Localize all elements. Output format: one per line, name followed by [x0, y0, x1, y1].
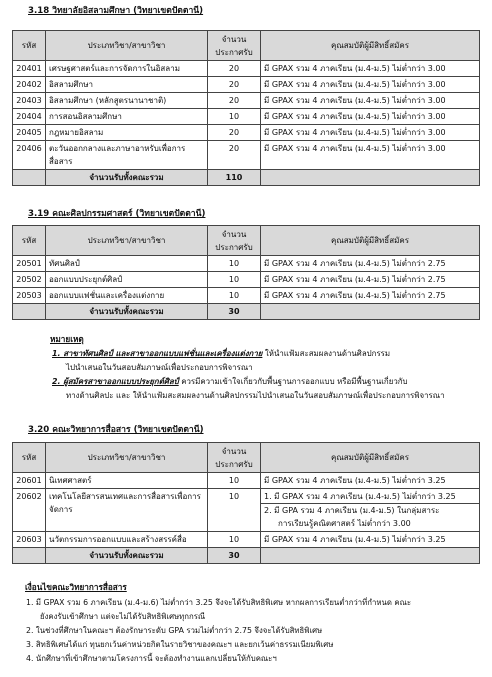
- total-row: [13, 304, 480, 320]
- condition-2: 2. ในช่วงที่ศึกษาในคณะฯ ต้องรักษาระดับ GPA รวมไม่ต่ำกว่า 2.75 จึงจะได้รับสิทธิพิเศษ: [26, 626, 323, 635]
- note-2-emphasis: 2. ผู้สมัครสาขาออกแบบประยุกต์ศิลป์: [52, 377, 179, 386]
- section-title-3-20: 3.20 คณะวิทยาการสื่อสาร (วิทยาเขตปัตตานี): [28, 425, 204, 435]
- header-program: ประเภทวิชา/สาขาวิชา: [46, 443, 208, 473]
- header-code: รหัส: [13, 31, 46, 61]
- note-1-line2: ไปนำเสนอในวันสอบสัมภาษณ์เพื่อประกอบการพิจารณา: [66, 363, 253, 372]
- table-3-20: [12, 442, 480, 564]
- table-row: 20603 นวัตกรรมการออกแบบและสร้างสรรค์สื่อ 10 มี GPAX รวม 4 ภาคเรียน (ม.4-ม.5) ไม่ต่ำกว่า 3.25: [13, 532, 480, 548]
- total-label: จำนวนรับทั้งคณะรวม: [46, 304, 208, 320]
- qualification-item: 2. มี GPA รวม 4 ภาคเรียน (ม.4-ม.5) ในกลุ่มสาระ: [264, 506, 440, 515]
- condition-3: 3. สิทธิพิเศษได้แก่ ทุนยกเว้นค่าหน่วยกิตในรายวิชาของคณะฯ และยกเว้นค่าธรรมเนียมพิเศษ: [26, 640, 334, 649]
- total-label: จำนวนรับทั้งคณะรวม: [46, 548, 208, 564]
- conditions-list: [26, 596, 482, 666]
- header-qualification: คุณสมบัติผู้มีสิทธิ์สมัคร: [261, 226, 480, 256]
- total-label: จำนวนรับทั้งคณะรวม: [46, 170, 208, 186]
- table-row: 20403 อิสลามศึกษา (หลักสูตรนานาชาติ) 20 มี GPAX รวม 4 ภาคเรียน (ม.4-ม.5) ไม่ต่ำกว่า 3.00: [13, 93, 480, 109]
- conditions-title: เงื่อนไขคณะวิทยาการสื่อสาร: [25, 582, 127, 592]
- table-row: 20402 อิสลามศึกษา 20 มี GPAX รวม 4 ภาคเรียน (ม.4-ม.5) ไม่ต่ำกว่า 3.00: [13, 77, 480, 93]
- table-3-19: [12, 225, 480, 320]
- note-2-line2: ทางด้านศิลปะ และ ให้นำแฟ้มสะสมผลงานด้านศิลปกรรมไปนำเสนอในวันสอบสัมภาษณ์เพื่อประกอบการพิจารณา: [66, 391, 445, 400]
- total-value: 110: [208, 170, 261, 186]
- header-code: รหัส: [13, 443, 46, 473]
- condition-1-cont: ยังคงรับเข้าศึกษา แต่จะไม่ได้รับสิทธิพิเศษทุกกรณี: [40, 612, 206, 621]
- total-value: 30: [208, 548, 261, 564]
- qualification-item-cont: การเรียนรู้คณิตศาสตร์ ไม่ต่ำกว่า 3.00: [278, 519, 411, 528]
- header-quota: จำนวนประกาศรับ: [208, 226, 261, 256]
- table-row: 20503 ออกแบบแฟชั่นและเครื่องแต่งกาย 10 มี GPAX รวม 4 ภาคเรียน (ม.4-ม.5) ไม่ต่ำกว่า 2.75: [13, 288, 480, 304]
- header-code: รหัส: [13, 226, 46, 256]
- table-row: 20405 กฎหมายอิสลาม 20 มี GPAX รวม 4 ภาคเรียน (ม.4-ม.5) ไม่ต่ำกว่า 3.00: [13, 125, 480, 141]
- note-title: หมายเหตุ: [50, 334, 84, 344]
- section-title-3-19: 3.19 คณะศิลปกรรมศาสตร์ (วิทยาเขตปัตตานี): [28, 209, 206, 219]
- total-row: [13, 548, 480, 564]
- table-3-18: [12, 30, 480, 186]
- note-list: [52, 347, 482, 403]
- total-value: 30: [208, 304, 261, 320]
- qualification-item: 1. มี GPAX รวม 4 ภาคเรียน (ม.4-ม.5) ไม่ต่ำกว่า 3.25: [261, 490, 479, 504]
- note-1-emphasis: 1. สาขาทัศนศิลป์ และสาขาออกแบบแฟชั่นและเครื่องแต่งกาย: [52, 349, 263, 358]
- condition-1: 1. มี GPAX รวม 6 ภาคเรียน (ม.4-ม.6) ไม่ต่ำกว่า 3.25 จึงจะได้รับสิทธิพิเศษ หากผลการเรียนต่ำกว่าที่กำหนด คณะ: [26, 598, 412, 607]
- header-program: ประเภทวิชา/สาขาวิชา: [46, 226, 208, 256]
- table-row: 20602 เทคโนโลยีสารสนเทศและการสื่อสารเพื่อการจัดการ 10 1. มี GPAX รวม 4 ภาคเรียน (ม.4-ม.5) ไม่ต่ำกว่า 3.25 2. มี GPA รวม 4 ภาคเรียน (ม.4-ม.5) ในกลุ่มสาระ การเรียนรู้คณิตศาสตร์ ไม่ต่ำกว่า 3.00: [13, 489, 480, 532]
- table-row: 20501 ทัศนศิลป์ 10 มี GPAX รวม 4 ภาคเรียน (ม.4-ม.5) ไม่ต่ำกว่า 2.75: [13, 256, 480, 272]
- header-quota: จำนวนประกาศรับ: [208, 31, 261, 61]
- section-title-3-18: 3.18 วิทยาลัยอิสลามศึกษา (วิทยาเขตปัตตานี): [28, 6, 204, 16]
- header-qualification: คุณสมบัติผู้มีสิทธิ์สมัคร: [261, 443, 480, 473]
- table-row: 20404 การสอนอิสลามศึกษา 10 มี GPAX รวม 4 ภาคเรียน (ม.4-ม.5) ไม่ต่ำกว่า 3.00: [13, 109, 480, 125]
- note-1-text: ให้นำแฟ้มสะสมผลงานด้านศิลปกรรม: [262, 349, 391, 358]
- table-row: 20401 เศรษฐศาสตร์และการจัดการในอิสลาม 20 มี GPAX รวม 4 ภาคเรียน (ม.4-ม.5) ไม่ต่ำกว่า 3.00: [13, 61, 480, 77]
- table-row: 20601 นิเทศศาสตร์ 10 มี GPAX รวม 4 ภาคเรียน (ม.4-ม.5) ไม่ต่ำกว่า 3.25: [13, 473, 480, 489]
- header-program: ประเภทวิชา/สาขาวิชา: [46, 31, 208, 61]
- condition-4: 4. นักศึกษาที่เข้าศึกษาตามโครงการนี้ จะต้องทำงานแลกเปลี่ยนให้กับคณะฯ: [26, 654, 277, 663]
- header-qualification: คุณสมบัติผู้มีสิทธิ์สมัคร: [261, 31, 480, 61]
- total-row: [13, 170, 480, 186]
- note-2-text: ควรมีความเข้าใจเกี่ยวกับพื้นฐานการออกแบบ หรือมีพื้นฐานเกี่ยวกับ: [178, 377, 408, 386]
- table-row: 20502 ออกแบบประยุกต์ศิลป์ 10 มี GPAX รวม 4 ภาคเรียน (ม.4-ม.5) ไม่ต่ำกว่า 2.75: [13, 272, 480, 288]
- table-row: 20406 ตะวันออกกลางและภาษาอาหรับเพื่อการสื่อสาร 20 มี GPAX รวม 4 ภาคเรียน (ม.4-ม.5) ไม่ต่ำกว่า 3.00: [13, 141, 480, 170]
- header-quota: จำนวนประกาศรับ: [208, 443, 261, 473]
